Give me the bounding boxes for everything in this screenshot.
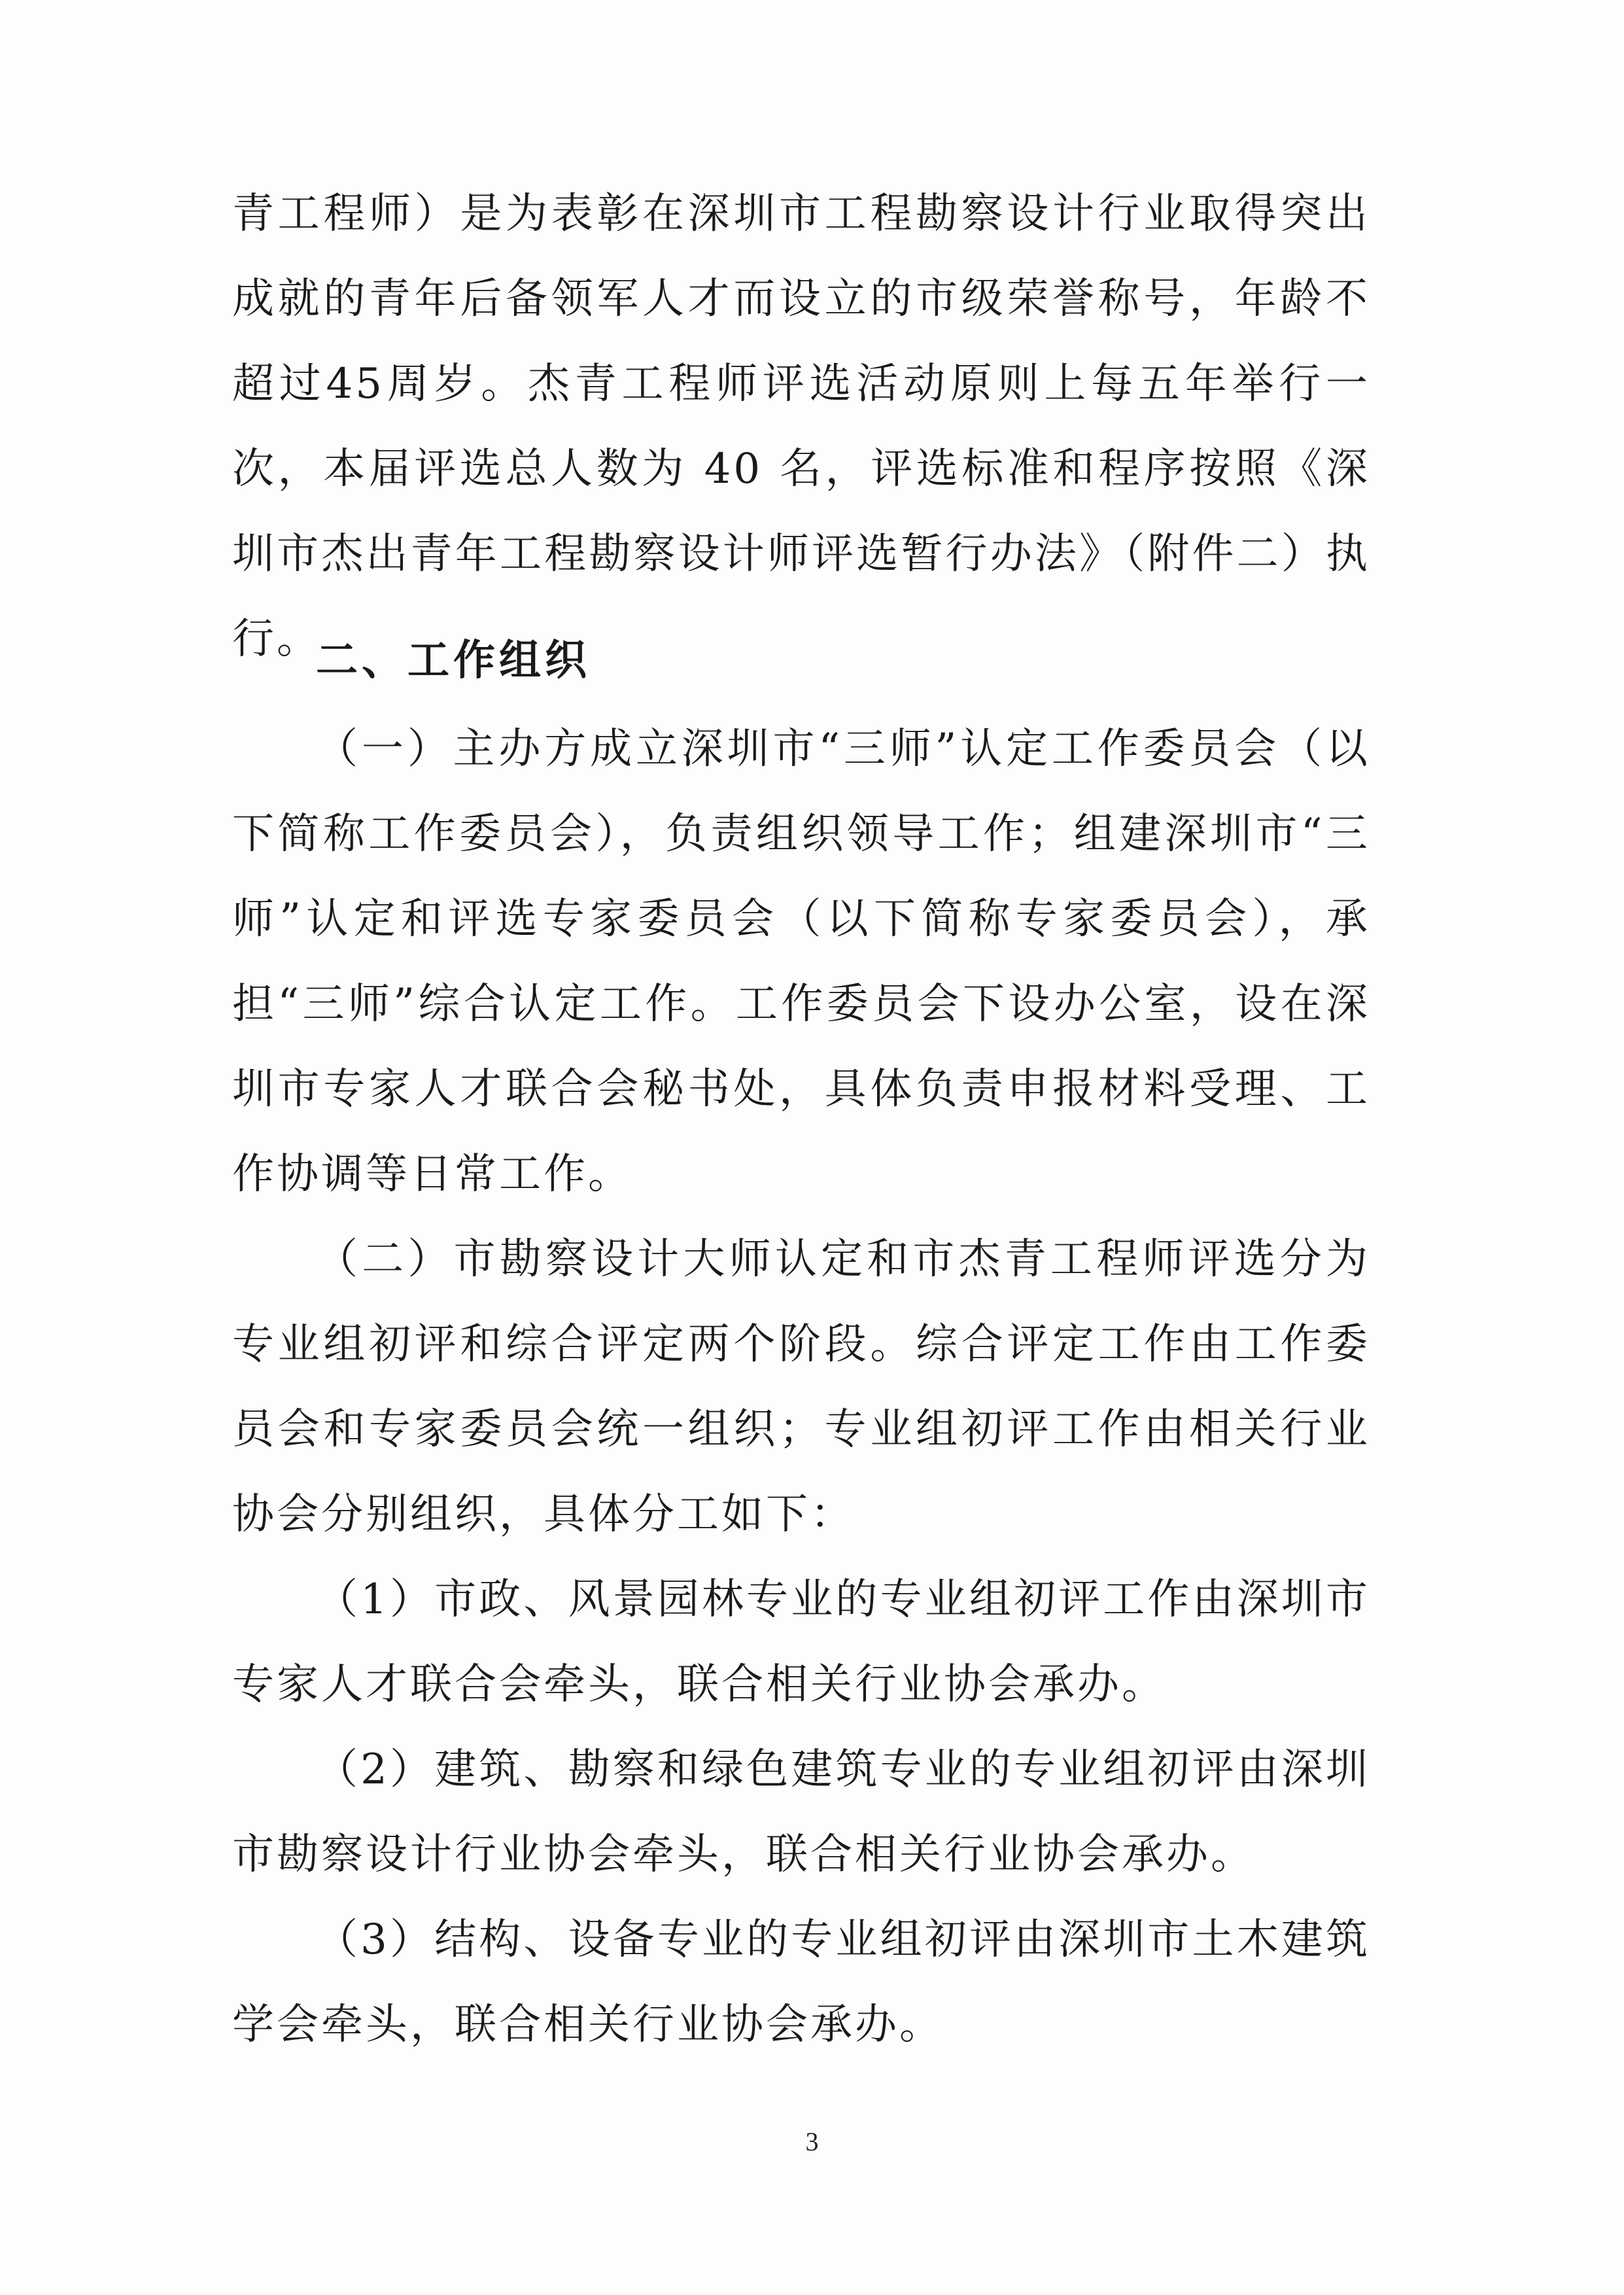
body-text-section (232, 707, 1370, 2067)
paragraph-subitem-2: （2）建筑、勘察和绿色建筑专业的专业组初评由深圳市勘察设计行业协会牵头，联合相关行业协会承办。 (232, 1745, 1370, 1879)
paragraph-continued: 青工程师）是为表彰在深圳市工程勘察设计行业取得突出成就的青年后备领军人才而设立的市级荣誉称号，年龄不超过45周岁。杰青工程师评选活动原则上每五年举行一次，本届评选总人数为 40 名，评选标准和程序按照《深圳市杰出青年工程勘察设计师评选暂行办法》（附件二）执行。 (232, 190, 1370, 663)
paragraph-item-1: （一）主办方成立深圳市“三师”认定工作委员会（以下简称工作委员会），负责组织领导工作；组建深圳市“三师”认定和评选专家委员会（以下简称专家委员会），承担“三师”综合认定工作。工作委员会下设办公室，设在深圳市专家人才联合会秘书处，具体负责申报材料受理、工作协调等日常工作。 (232, 725, 1370, 1199)
page-number: 3 (805, 2127, 819, 2156)
section-heading-block (232, 618, 1370, 703)
section-heading: 二、工作组织 (316, 637, 591, 685)
body-text (232, 171, 1370, 682)
paragraph-subitem-3: （3）结构、设备专业的专业组初评由深圳市土木建筑学会牵头，联合相关行业协会承办。 (232, 1916, 1370, 2049)
paragraph-item-2: （二）市勘察设计大师认定和市杰青工程师评选分为专业组初评和综合评定两个阶段。综合评定工作由工作委员会和专家委员会统一组织；专业组初评工作由相关行业协会分别组织，具体分工如下： (232, 1235, 1370, 1539)
paragraph-subitem-1: （1）市政、风景园林专业的专业组初评工作由深圳市专家人才联合会牵头，联合相关行业协会承办。 (232, 1575, 1370, 1709)
